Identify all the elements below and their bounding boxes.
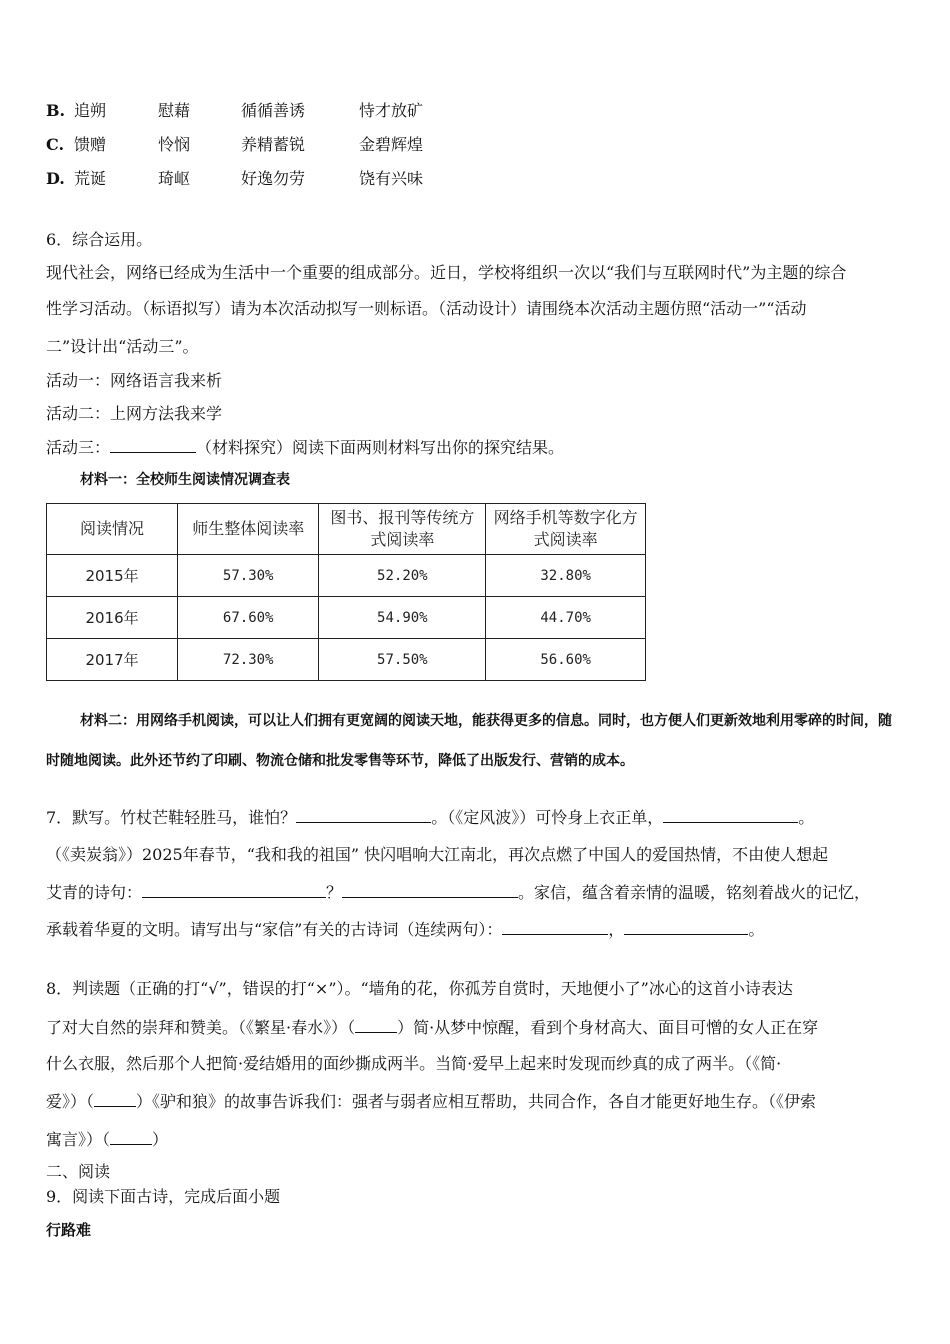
table-cell: 2015年 [47,555,178,597]
question-7-text: ？ [326,883,343,902]
table-cell: 56.60% [486,639,646,681]
question-6-paragraph: 现代社会，网络已经成为生活中一个重要的组成部分。近日，学校将组织一次以“我们与互联网时代”为主题的综合 [46,263,847,282]
question-8-line [46,1016,818,1039]
question-6-title: 6．综合运用。 [46,230,153,249]
answer-blank[interactable] [110,436,196,453]
question-7-line: （《卖炭翁》）2025年春节，“我和我的祖国” 快闪唱响大江南北，再次点燃了中国人的爱国热情，不由使人想起 [46,845,829,864]
question-8-text: ） [152,1130,169,1149]
question-7-text: 。 [798,808,815,827]
option-letter: D. [46,169,65,188]
question-7-line [46,918,764,941]
option-word: 馈赠 [74,135,107,154]
table-cell: 2016年 [47,597,178,639]
answer-blank[interactable] [296,806,431,823]
table-cell: 54.90% [319,597,486,639]
question-6-paragraph: 二”设计出“活动三”。 [46,337,199,356]
option-word: 养精蓄锐 [241,135,306,154]
poem-title: 行路难 [46,1221,92,1239]
table-row [47,639,646,681]
option-letter: B. [46,101,66,120]
option-word: 恃才放矿 [359,101,424,120]
question-7-line [46,881,870,904]
option-word: 怜悯 [158,135,191,154]
option-word: 琦岖 [158,169,191,188]
table-cell: 44.70% [486,597,646,639]
activity-three-prefix: 活动三： [46,438,111,457]
question-7-text: 。（《定风波》）可怜身上衣正单， [431,808,664,827]
activity-three [46,436,564,459]
option-letter: C. [46,135,65,154]
activity-one: 活动一：网络语言我来析 [46,371,223,390]
option-word: 好逸勿劳 [241,169,306,188]
option-word: 饶有兴味 [359,169,424,188]
question-8-text: ）《驴和狼》的故事告诉我们：强者与弱者应相互帮助，共同合作，各自才能更好地生存。（《伊索 [136,1092,817,1111]
material-one-label: 材料一：全校师生阅读情况调查表 [80,472,290,488]
question-8-line [46,1128,168,1151]
table-header-cell: 阅读情况 [47,504,178,555]
option-word: 循循善诱 [241,101,306,120]
option-word: 荒诞 [74,169,107,188]
answer-blank[interactable] [110,1128,152,1145]
answer-blank[interactable] [624,918,748,935]
table-cell: 57.50% [319,639,486,681]
activity-two: 活动二：上网方法我来学 [46,404,223,423]
answer-blank[interactable] [342,881,518,898]
answer-blank[interactable] [142,881,326,898]
table-cell: 67.60% [178,597,319,639]
question-7-text: 7．默写。竹杖芒鞋轻胜马，谁怕？ [46,808,297,827]
question-9-title: 9．阅读下面古诗，完成后面小题 [46,1187,281,1206]
question-7-text: 艾青的诗句： [46,883,143,902]
answer-blank[interactable] [94,1090,136,1107]
option-word: 金碧辉煌 [359,135,424,154]
table-cell: 72.30% [178,639,319,681]
reading-survey-table [46,503,646,681]
option-word: 追朔 [74,101,107,120]
table-cell: 57.30% [178,555,319,597]
answer-blank[interactable] [355,1016,397,1033]
question-8-line: 8．判读题（正确的打“√”，错误的打“×”）。“墙角的花，你孤芳自赏时，天地便小了”冰心的这首小诗表达 [46,979,793,998]
question-6-paragraph: 性学习活动。（标语拟写）请为本次活动拟写一则标语。（活动设计）请围绕本次活动主题仿照“活动一”“活动 [46,299,807,318]
question-8-text: 爱》）（ [46,1092,95,1111]
table-header-row [47,504,646,555]
question-7-text: 承载着华夏的文明。请写出与“家信”有关的古诗词（连续两句）： [46,920,503,939]
question-7-text: ， [608,920,625,939]
table-cell: 2017年 [47,639,178,681]
question-8-line: 什么衣服，然后那个人把简·爱结婚用的面纱撕成两半。当简·爱早上起来时发现而纱真的成了两半。（《简· [46,1054,782,1073]
table-cell: 52.20% [319,555,486,597]
question-7-text: 。家信，蕴含着亲情的温暖，铭刻着战火的记忆， [518,883,871,902]
question-7-text: 。 [748,920,765,939]
activity-three-suffix: （材料探究）阅读下面两则材料写出你的探究结果。 [196,438,565,457]
answer-blank[interactable] [502,918,608,935]
table-row [47,597,646,639]
question-8-line [46,1090,816,1113]
table-header-cell: 师生整体阅读率 [178,504,319,555]
material-two-paragraph: 材料二：用网络手机阅读，可以让人们拥有更宽阔的阅读天地，能获得更多的信息。同时，也方便人们更新效地利用零碎的时间，随时随地阅读。此外还节约了印刷、物流仓储和批发零售等环节，降低了出版发行、营销的成本。 [46,713,892,769]
answer-blank[interactable] [663,806,798,823]
table-cell: 32.80% [486,555,646,597]
table-row [47,555,646,597]
question-8-text: 寓言》）（ [46,1130,111,1149]
table-header-cell: 图书、报刊等传统方式阅读率 [319,504,486,555]
question-8-text: ）简·从梦中惊醒，看到个身材高大、面目可憎的女人正在穿 [397,1018,819,1037]
question-7-line [46,806,814,829]
question-8-text: 了对大自然的崇拜和赞美。（《繁星·春水》）（ [46,1018,356,1037]
table-header-cell: 网络手机等数字化方式阅读率 [486,504,646,555]
option-word: 慰藉 [158,101,191,120]
section-heading: 二、阅读 [46,1162,111,1181]
